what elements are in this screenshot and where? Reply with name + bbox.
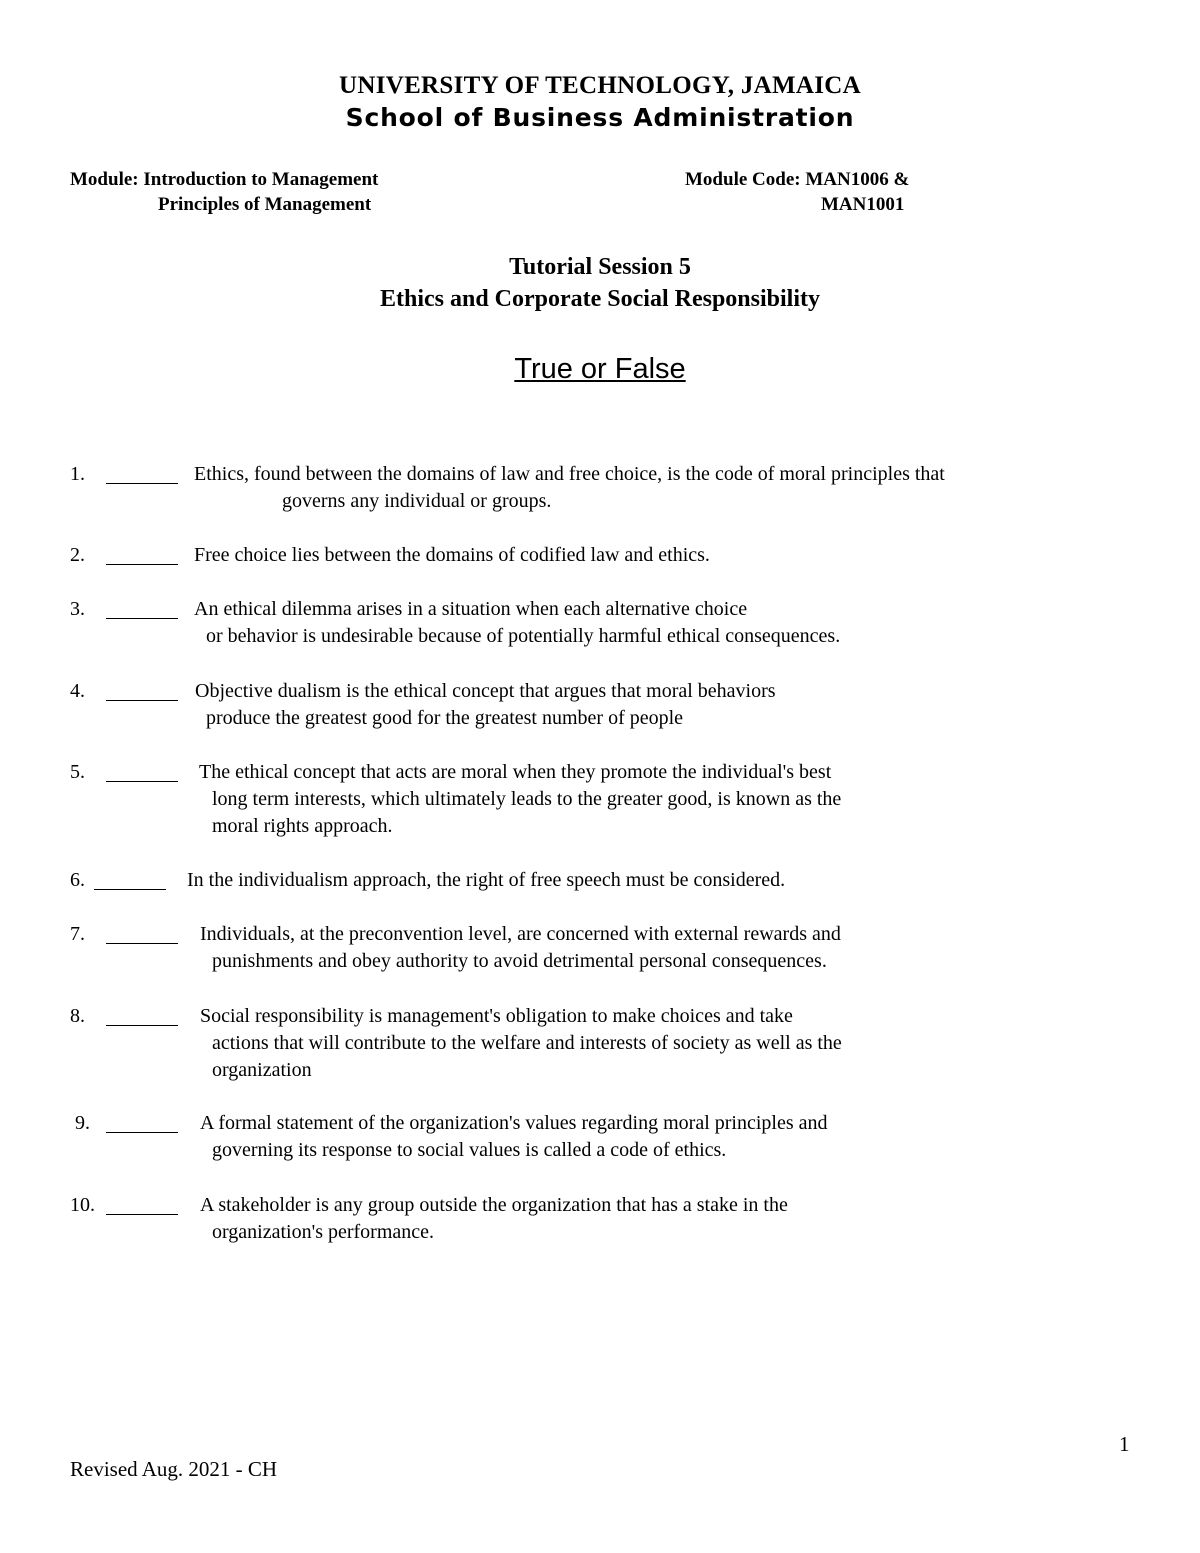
session-title: Tutorial Session 5 bbox=[509, 254, 691, 280]
answer-blank[interactable] bbox=[106, 461, 178, 484]
answer-blank[interactable] bbox=[94, 867, 166, 890]
question-text: governing its response to social values is called a code of ethics. bbox=[212, 1139, 727, 1161]
question-text: A formal statement of the organization's values regarding moral principles and bbox=[200, 1112, 828, 1134]
answer-blank[interactable] bbox=[106, 921, 178, 944]
answer-blank[interactable] bbox=[106, 1003, 178, 1026]
question-text: Social responsibility is management's obligation to make choices and take bbox=[200, 1005, 793, 1027]
question-text: An ethical dilemma arises in a situation when each alternative choice bbox=[194, 598, 748, 620]
answer-blank[interactable] bbox=[106, 1110, 178, 1133]
module-name: Module: Introduction to Management bbox=[70, 169, 379, 190]
question-number: 10. bbox=[70, 1194, 95, 1216]
university-name: UNIVERSITY OF TECHNOLOGY, JAMAICA bbox=[338, 72, 861, 99]
question-text: In the individualism approach, the right of free speech must be considered. bbox=[187, 869, 786, 891]
question-text: moral rights approach. bbox=[212, 815, 393, 837]
question-text: governs any individual or groups. bbox=[282, 490, 552, 512]
answer-blank[interactable] bbox=[106, 1192, 178, 1215]
session-topic: Ethics and Corporate Social Responsibility bbox=[379, 286, 821, 312]
answer-blank[interactable] bbox=[106, 542, 178, 565]
question-text: Objective dualism is the ethical concept that argues that moral behaviors bbox=[195, 680, 776, 702]
question-text: organization bbox=[212, 1059, 312, 1081]
question-number: 1. bbox=[70, 463, 85, 485]
question-text: actions that will contribute to the welfare and interests of society as well as the bbox=[212, 1032, 842, 1054]
question-text: long term interests, which ultimately leads to the greater good, is known as the bbox=[212, 788, 842, 810]
question-text: or behavior is undesirable because of potentially harmful ethical consequences. bbox=[206, 625, 841, 647]
module-code: Module Code: MAN1006 & bbox=[685, 169, 910, 190]
question-text: organization's performance. bbox=[212, 1221, 435, 1243]
answer-blank[interactable] bbox=[106, 596, 178, 619]
question-number: 2. bbox=[70, 544, 85, 566]
question-text: Individuals, at the preconvention level, are concerned with external rewards and bbox=[200, 923, 841, 945]
module-code-2: MAN1001 bbox=[821, 194, 905, 215]
question-number: 5. bbox=[70, 761, 85, 783]
question-number: 9. bbox=[75, 1112, 90, 1134]
question-text: A stakeholder is any group outside the organization that has a stake in the bbox=[200, 1194, 788, 1216]
answer-blank[interactable] bbox=[106, 678, 178, 701]
section-title: True or False bbox=[514, 353, 686, 385]
question-number: 6. bbox=[70, 869, 85, 891]
module-name-2: Principles of Management bbox=[158, 194, 372, 215]
question-text: The ethical concept that acts are moral when they promote the individual's best bbox=[199, 761, 832, 783]
question-text: punishments and obey authority to avoid detrimental personal consequences. bbox=[212, 950, 827, 972]
question-text: produce the greatest good for the greatest number of people bbox=[206, 707, 684, 729]
answer-blank[interactable] bbox=[106, 759, 178, 782]
question-number: 8. bbox=[70, 1005, 85, 1027]
question-number: 4. bbox=[70, 680, 85, 702]
school-name: School of Business Administration bbox=[345, 103, 855, 132]
question-text: Free choice lies between the domains of codified law and ethics. bbox=[194, 544, 710, 566]
question-number: 3. bbox=[70, 598, 85, 620]
page-number: 1 bbox=[1119, 1432, 1130, 1456]
revision-footer: Revised Aug. 2021 - CH bbox=[70, 1457, 278, 1481]
question-text: Ethics, found between the domains of law and free choice, is the code of moral principles that bbox=[194, 463, 945, 485]
question-number: 7. bbox=[70, 923, 85, 945]
